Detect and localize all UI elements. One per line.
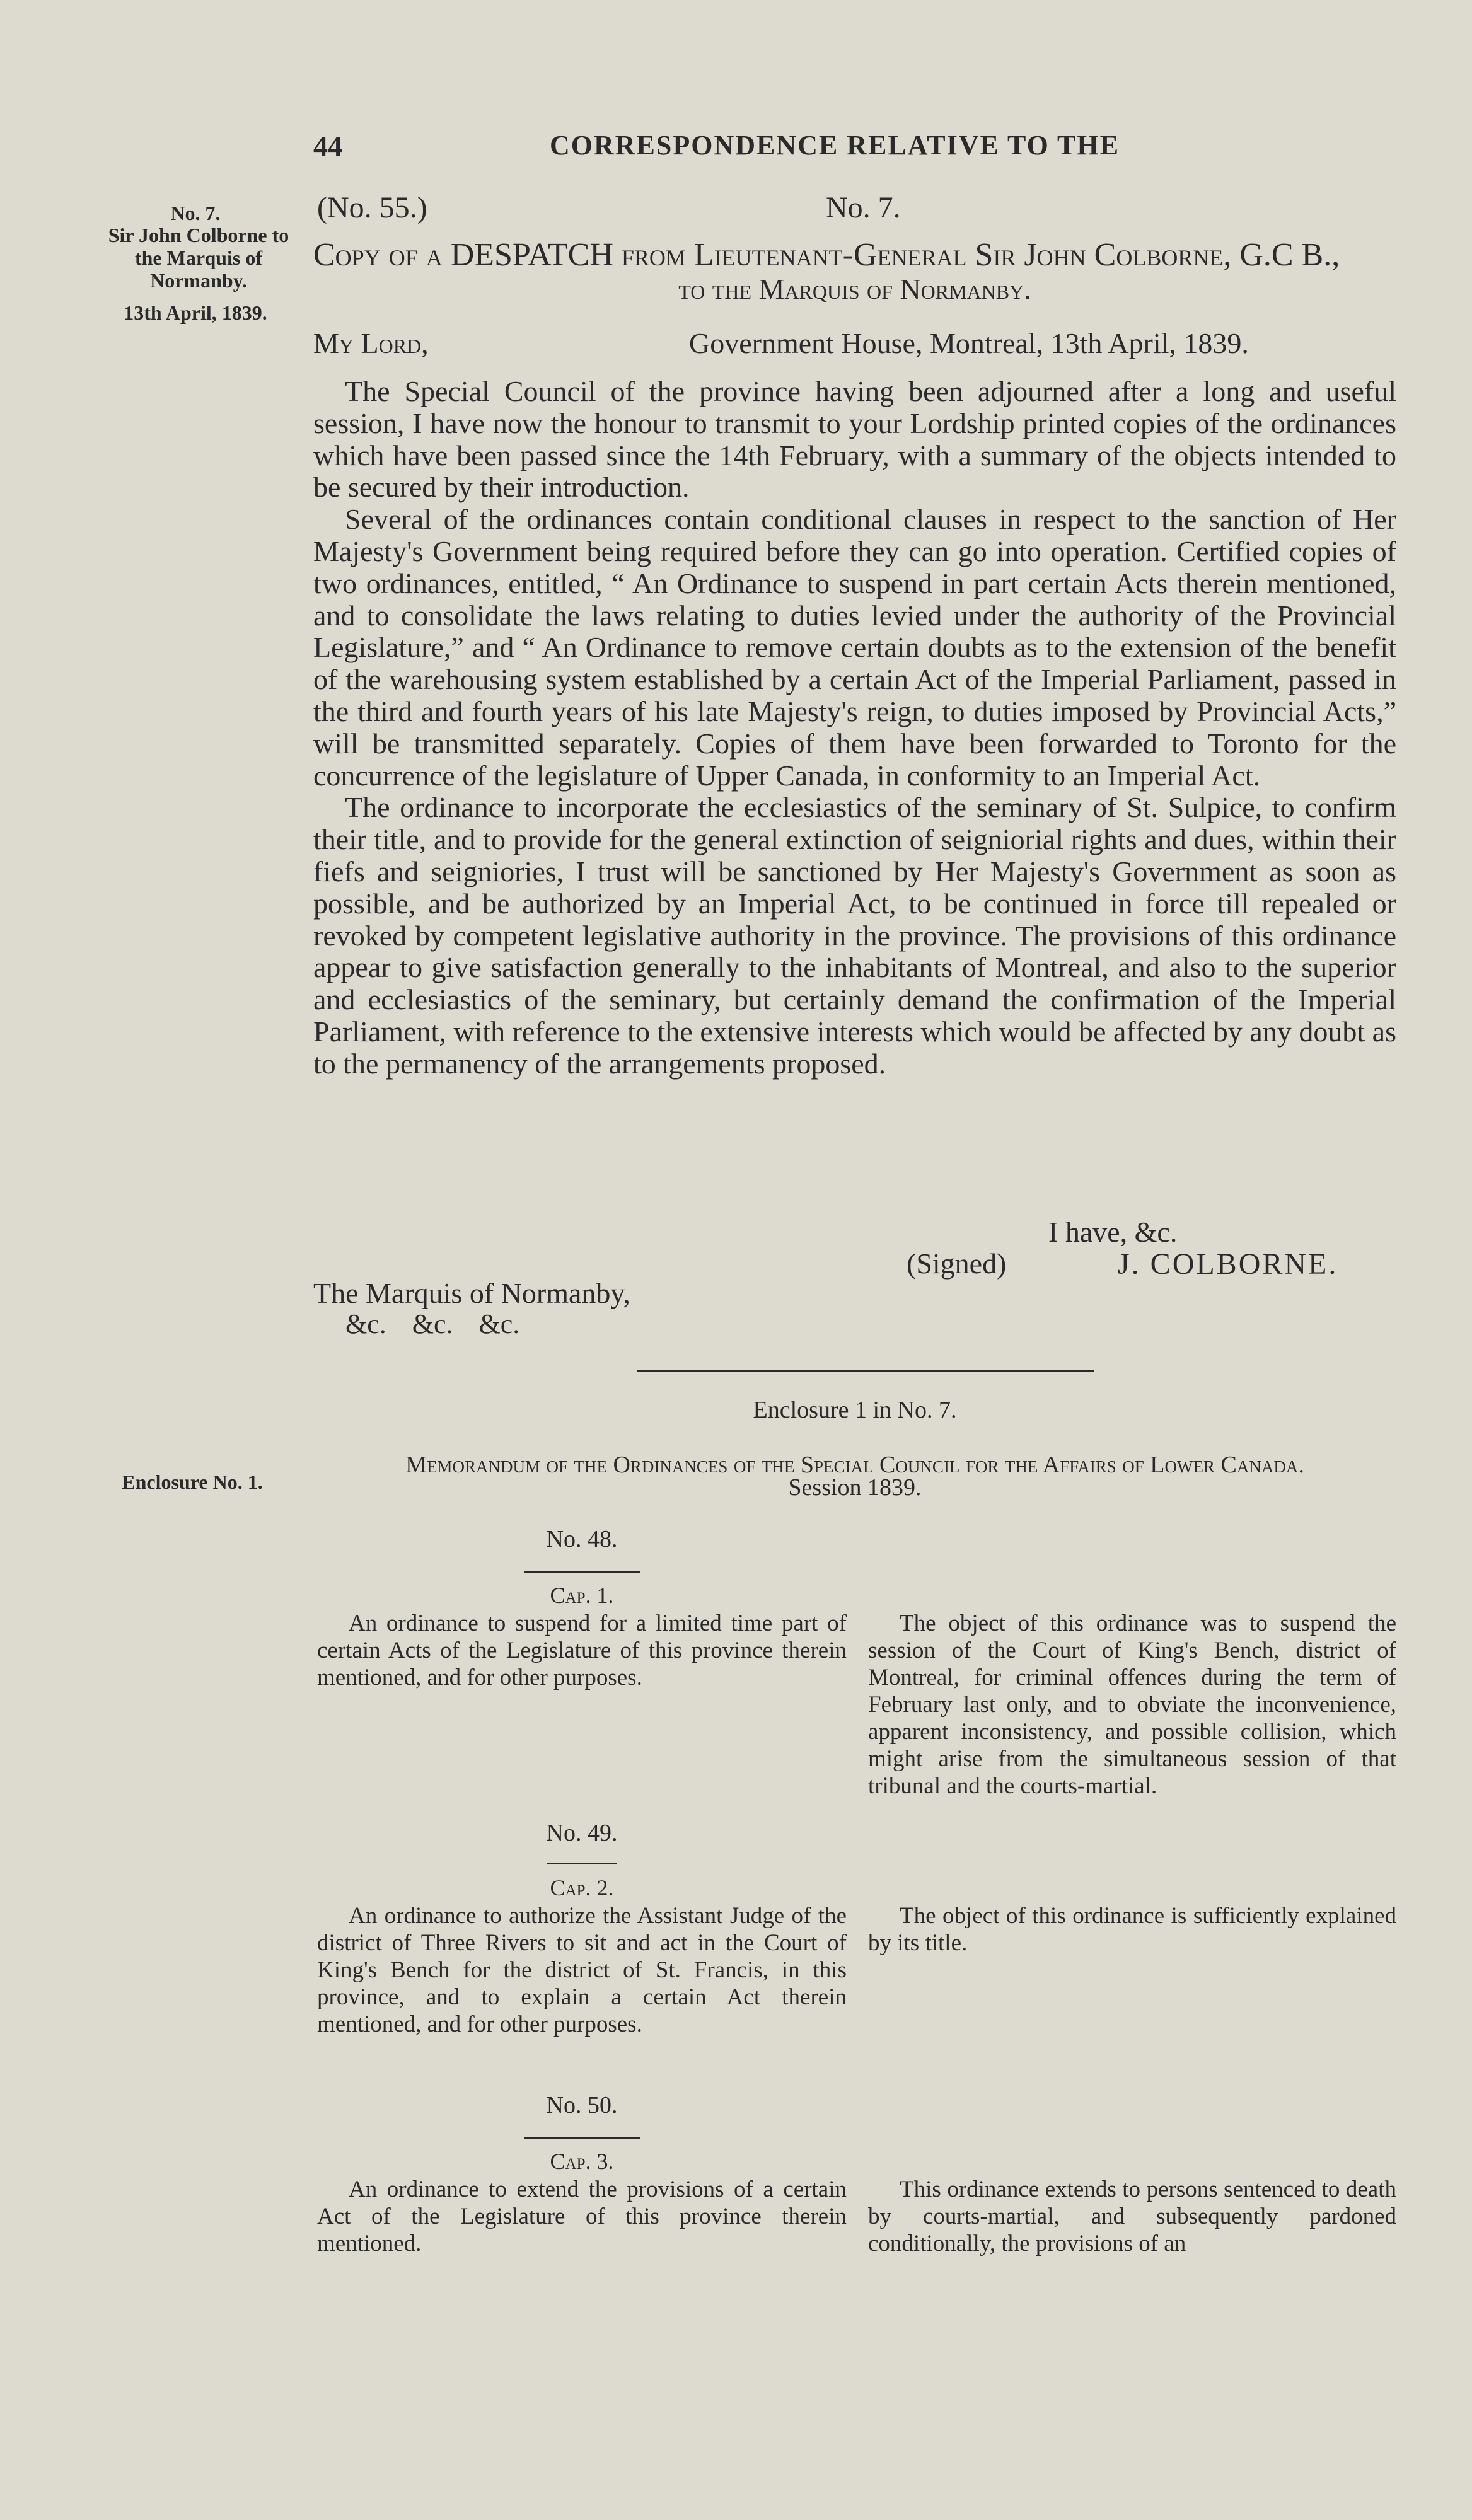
divider [547,1863,617,1864]
margin-note-date: 13th April, 1839. [124,301,267,324]
despatch-recipient: to the Marquis of Normanby. [678,273,1031,305]
ordinance-object: The object of this ordinance is sufficiently explained by its title. [868,1903,1396,1956]
closing: I have, &c. [1048,1216,1178,1248]
ordinance-title: An ordinance to suspend for a limited time part of certain Acts of the Legislature of this province therein mentioned, and for other purposes. [317,1610,847,1691]
ordinance-number: No. 49. [546,1820,618,1846]
despatch-no: No. 7. [826,191,901,224]
paragraph: Several of the ordinances contain conditional clauses in respect to the sanction of Her Majesty's Government being required before they can go into operation. Certified copies of two ordinances, entitled, “ An Ordinance to suspend in part certain Acts therein mentioned, and to consolidate the laws relating to duties levied under the authority of the Provincial Legislature,” and “ An Ordinance to remove certain doubts as to the extension of the benefit of the warehousing system established by a certain Act of the Imperial Parliament, passed in the third and fourth years of his late Majesty's reign, to duties imposed by Provincial Acts,” will be transmitted separately. Copies of them have been forwarded to Toronto for the concurrence of the legislature of Upper Canada, in conformity to an Imperial Act. [313,503,1396,792]
divider [524,1571,640,1573]
memo-title: Memorandum of the Ordinances of the Special Council for the Affairs of Lower Canada. [405,1452,1304,1478]
place-date: Government House, Montreal, 13th April, 1839. [689,327,1249,359]
page-number: 44 [313,130,342,162]
enclosure-heading: Enclosure 1 in No. 7. [753,1397,957,1423]
despatch-number: (No. 55.) [317,191,427,224]
ordinance-object: This ordinance extends to persons sentenced to death by courts-martial, and subsequently pardoned conditionally, the provisions of an [868,2176,1396,2257]
section-divider [637,1370,1094,1372]
running-head: CORRESPONDENCE RELATIVE TO THE [550,130,1120,161]
cap-label: Cap. 3. [550,2149,614,2174]
signed-label: (Signed) [907,1247,1007,1280]
margin-note-number: No. 7. [170,202,221,224]
addressee-etc: &c. &c. &c. [345,1309,520,1339]
ordinance-title: An ordinance to extend the provisions of a certain Act of the Legislature of this province therein mentioned. [317,2176,847,2257]
margin-note-subject: Sir John Colborne to the Marquis of Normanby. [108,224,289,292]
cap-label: Cap. 1. [550,1583,614,1608]
ordinance-number: No. 48. [546,1526,618,1552]
paragraph: The Special Council of the province having been adjourned after a long and useful session, I have now the honour to transmit to your Lordship printed copies of the ordinances which have been passed since the 14th February, with a summary of the objects intended to be secured by their introduction. [313,375,1396,504]
addressee: The Marquis of Normanby, [313,1277,630,1309]
despatch-body [313,376,1396,1080]
memo-session: Session 1839. [788,1474,922,1501]
salutation: My Lord, [313,327,429,359]
divider [524,2137,640,2139]
ordinance-object: The object of this ordinance was to suspend the session of the Court of King's Bench, district of Montreal, for criminal offences during the term of February last only, and to obviate the inconvenience, apparent inconsistency, and possible collision, which might arise from the simultaneous session of that tribunal and the courts-martial. [868,1610,1396,1799]
margin-note-enclosure: Enclosure No. 1. [122,1471,263,1493]
cap-label: Cap. 2. [550,1875,614,1900]
paragraph: The ordinance to incorporate the ecclesiastics of the seminary of St. Sulpice, to confirm their title, and to provide for the general extinction of seigniorial rights and dues, within their fiefs and seigniories, I trust will be sanctioned by Her Majesty's Government as soon as possible, and be authorized by an Imperial Act, to be continued in force till repealed or revoked by competent legislative authority in the province. The provisions of this ordinance appear to give satisfaction generally to the inhabitants of Montreal, and also to the superior and ecclesiastics of the seminary, but certainly demand the confirmation of the Imperial Parliament, with reference to the extensive interests which would be affected by any doubt as to the permanency of the arrangements proposed. [313,791,1396,1080]
ordinance-title: An ordinance to authorize the Assistant Judge of the district of Three Rivers to sit and act in the Court of King's Bench for the district of St. Francis, in this province, and to explain a certain Act therein mentioned, and for other purposes. [317,1903,847,2037]
ordinance-number: No. 50. [546,2092,618,2118]
despatch-title: Copy of a DESPATCH from Lieutenant-General Sir John Colborne, G.C B., [313,237,1340,273]
signer: J. COLBORNE. [1118,1247,1338,1281]
